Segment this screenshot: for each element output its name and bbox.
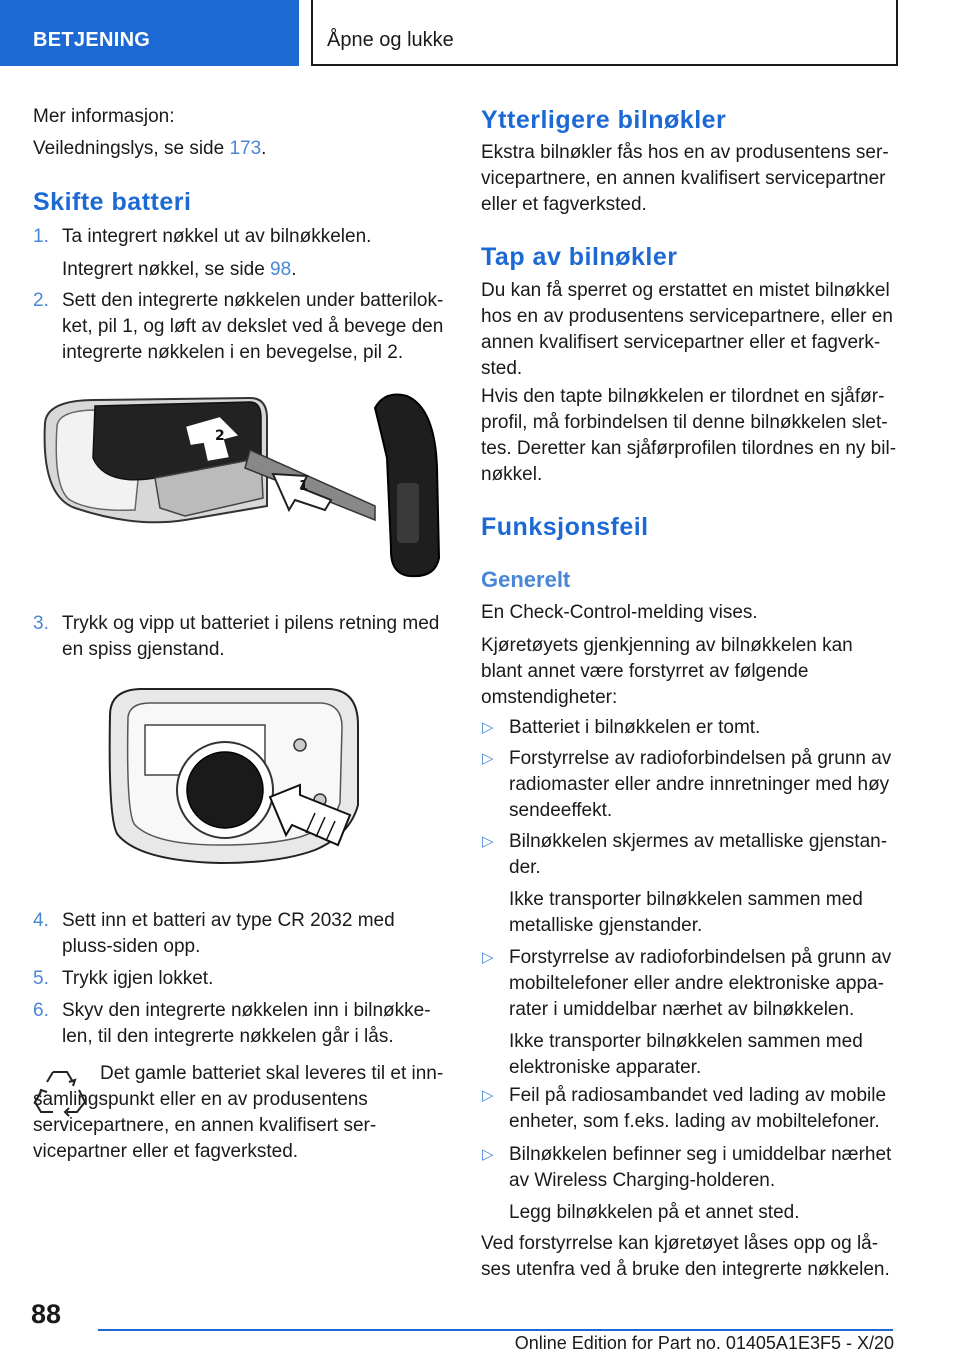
step-5: 5. Trykk igjen lokket. bbox=[33, 968, 214, 989]
triangle-right-icon: ▷ bbox=[482, 1146, 494, 1163]
heading-general: Generelt bbox=[481, 567, 571, 592]
figure-battery-compartment bbox=[100, 685, 370, 870]
step-4: 4. Sett inn et batteri av type CR 2032 med pluss-siden opp. bbox=[33, 910, 395, 957]
figure-arrow-label-1: 1 bbox=[299, 479, 309, 494]
header-section-tab bbox=[0, 0, 299, 66]
list-item: ▷ Forstyrrelse av radioforbindelsen på grunn av radiomaster eller andre innretninger med høy sendeeffekt. bbox=[482, 748, 892, 821]
figure-arrow-label-2: 2 bbox=[215, 428, 225, 444]
step-2: 2. Sett den integrerte nøkkelen under batterilokket, pil 1, og løft av dekslet ved å bevege den integrerte nøkkelen i en bevegelse, pil 2. bbox=[33, 290, 444, 363]
step-1: 1. Ta integrert nøkkel ut av bilnøkkelen. Integrert nøkkel, se side 98. bbox=[33, 226, 372, 280]
paragraph-general-1: En Check-Control-melding vises. bbox=[481, 602, 758, 623]
triangle-right-icon: ▷ bbox=[482, 1087, 494, 1104]
list-item: ▷ Bilnøkkelen skjermes av metalliske gjenstander. Ikke transporter bilnøkkelen sammen med metalliske gjenstander. bbox=[482, 831, 888, 936]
footer-edition: Online Edition for Part no. 01405A1E3F5 - X/20 bbox=[514, 1333, 894, 1353]
intro-text: Mer informasjon: bbox=[33, 106, 175, 127]
recycle-note: Det gamle batteriet skal leveres til et innsamlingspunkt eller en av produsentens servicepartnere, en annen kvalifisert servicepartner eller et fagverksted. bbox=[33, 1063, 444, 1162]
paragraph-lost-keys-1: Du kan få sperret og erstattet en mistet bilnøkkel hos en av produsentens servicepartnere, eller en annen kvalifisert servicepartner eller et fagverksted. bbox=[481, 280, 893, 379]
heading-malfunction: Funksjonsfeil bbox=[481, 513, 649, 541]
list-item: ▷ Batteriet i bilnøkkelen er tomt. bbox=[481, 715, 899, 741]
figure-key-removal bbox=[35, 388, 445, 583]
paragraph-final: Ved forstyrrelse kan kjøretøyet låses opp og låses utenfra ved å bruke den integrerte nøkkelen. bbox=[481, 1233, 890, 1280]
triangle-right-icon: ▷ bbox=[482, 833, 494, 850]
list-item: ▷ Forstyrrelse av radioforbindelsen på grunn av mobiltelefoner eller andre elektroniske apparater i umiddelbar nærhet av bilnøkkelen. Ikke transporter bilnøkkelen sammen med elektroniske apparater. bbox=[482, 947, 892, 1078]
page-number: 88 bbox=[31, 1299, 62, 1329]
header-section-label: BETJENING bbox=[33, 29, 151, 51]
triangle-right-icon: ▷ bbox=[482, 750, 494, 767]
list-item: ▷ Feil på radiosambandet ved lading av mobile enheter, som f.eks. lading av mobiltelefoner. bbox=[482, 1085, 887, 1132]
paragraph-general-2: Kjøretøyets gjenkjenning av bilnøkkelen kan blant annet være forstyrret av følgende omstendigheter: bbox=[481, 635, 853, 708]
triangle-right-icon: ▷ bbox=[482, 949, 494, 966]
list-item: ▷ Bilnøkkelen befinner seg i umiddelbar nærhet av Wireless Charging-holderen. Legg bilnøkkelen på et annet sted. bbox=[482, 1144, 892, 1223]
heading-change-battery: Skifte batteri bbox=[33, 188, 192, 216]
paragraph-lost-keys-2: Hvis den tapte bilnøkkelen er tilordnet en sjåførprofil, må forbindelsen til denne bilnøkkelen slettes. Deretter kan sjåførprofilen tilordnes en ny bilnøkkel. bbox=[481, 386, 897, 485]
triangle-right-icon: ▷ bbox=[482, 719, 494, 736]
step-6: 6. Skyv den integrerte nøkkelen inn i bilnøkkelen, til den integrerte nøkkelen går i lås. bbox=[33, 1000, 431, 1047]
intro-reference: Veiledningslys, se side 173. bbox=[33, 138, 267, 159]
step-3: 3. Trykk og vipp ut batteriet i pilens retning med en spiss gjenstand. bbox=[33, 613, 440, 660]
heading-lost-keys: Tap av bilnøkler bbox=[481, 243, 678, 271]
header-chapter-label: Åpne og lukke bbox=[327, 29, 454, 51]
heading-extra-keys: Ytterligere bilnøkler bbox=[481, 106, 727, 134]
page-link-98[interactable]: 98 bbox=[270, 259, 292, 280]
page-link-173[interactable]: 173 bbox=[229, 138, 262, 159]
header-chapter-box bbox=[311, 0, 898, 66]
footer-divider bbox=[98, 1329, 893, 1331]
paragraph-extra-keys: Ekstra bilnøkler fås hos en av produsentens servicepartnere, en annen kvalifisert servicepartner eller et fagverksted. bbox=[481, 142, 889, 215]
